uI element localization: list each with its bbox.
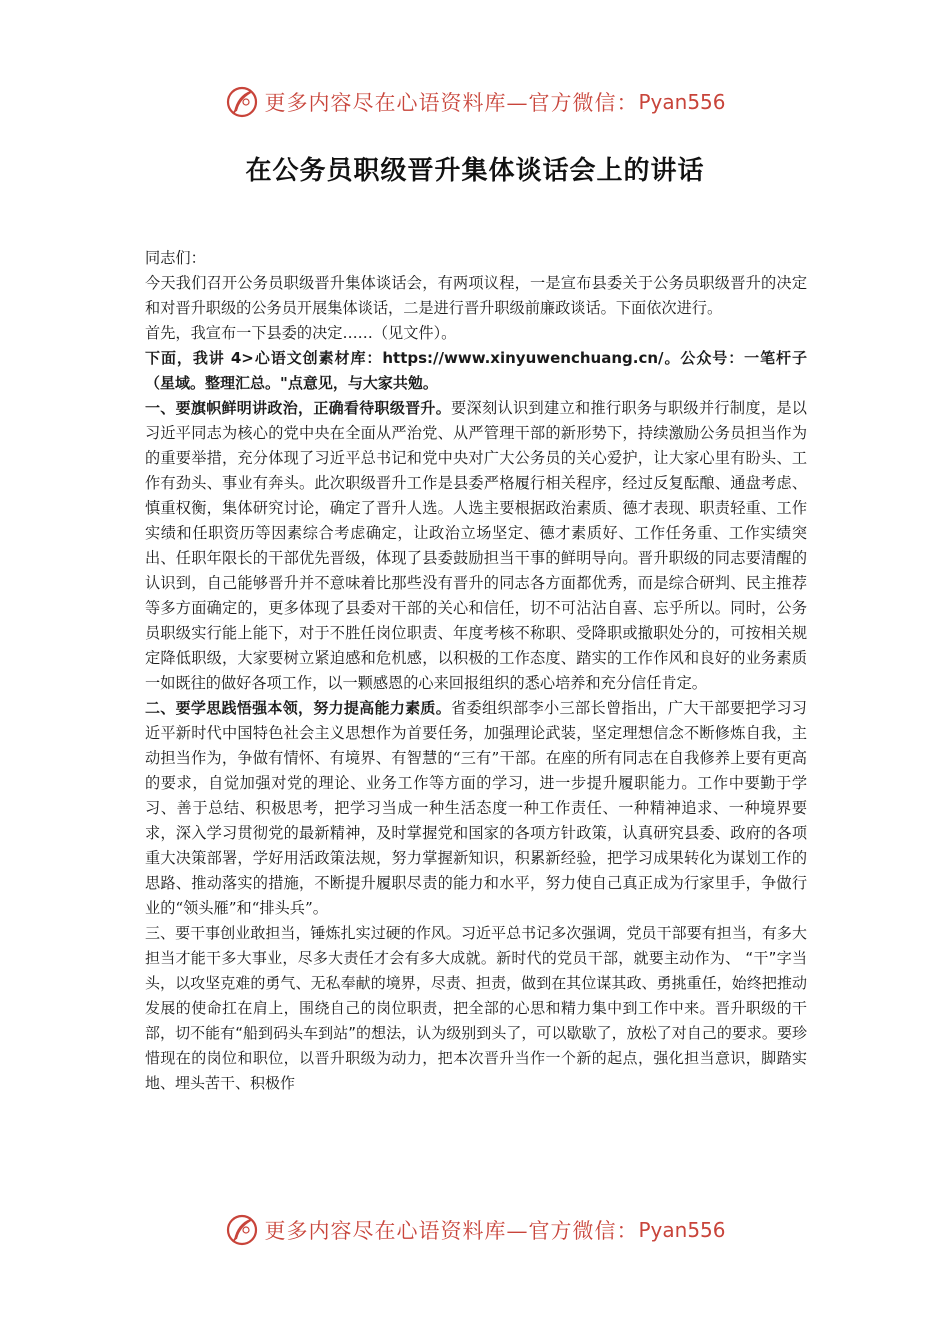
document-body — [145, 246, 807, 1096]
section-2 — [145, 696, 807, 921]
first-paragraph: 首先，我宣布一下县委的决定……（见文件）。 — [145, 324, 457, 342]
section-3-heading: 三、要干事创业敢担当，锤炼扎实过硬的作风。 — [145, 924, 461, 942]
banner-wechat-id: Pyan556 — [638, 90, 726, 114]
footer-banner — [0, 1210, 950, 1250]
document-title: 在公务员职级晋升集体谈话会上的讲话 — [245, 156, 705, 186]
feather-pen-logo-icon — [224, 1212, 260, 1248]
header-banner — [0, 82, 950, 122]
feather-pen-logo-icon — [224, 84, 260, 120]
banner-wechat-id: Pyan556 — [638, 1218, 726, 1242]
section-1-body: 要深刻认识到建立和推行职务与职级并行制度，是以习近平同志为核心的党中央在全面从严治党、从严管理干部的新形势下，持续激励公务员担当作为的重要举措，充分体现了习近平总书记和党中央对广大公务员的关心爱护，让大家心里有盼头、工作有劲头、事业有奔头。此次职级晋升工作是县委严格履行相关程序，经过反复酝酿、通盘考虑、慎重权衡，集体研究讨论，确定了晋升人选。人选主要根据政治素质、德才表现、职责轻重、工作实绩和任职资历等因素综合考虑确定，让政治立场坚定、德才素质好、工作任务重、工作实绩突出、任职年限长的干部优先晋级，体现了县委鼓励担当干事的鲜明导向。晋升职级的同志要清醒的认识到，自己能够晋升并不意味着比那些没有晋升的同志各方面都优秀，而是综合研判、民主推荐等多方面确定的，更多体现了县委对干部的关心和信任，切不可沾沾自喜、忘乎所以。同时，公务员职级实行能上能下，对于不胜任岗位职责、年度考核不称职、受降职或撤职处分的，可按相关规定降低职级，大家要树立紧迫感和危机感，以积极的工作态度、踏实的工作作风和良好的业务素质一如既往的做好各项工作，以一颗感恩的心来回报组织的悉心培养和充分信任肯定。 — [145, 399, 807, 692]
banner-text: 更多内容尽在心语资料库—官方微信： — [264, 91, 639, 115]
section-1 — [145, 396, 807, 696]
intro-paragraph: 今天我们召开公务员职级晋升集体谈话会，有两项议程，一是宣布县委关于公务员职级晋升的决定和对晋升职级的公务员开展集体谈话，二是进行晋升职级前廉政谈话。下面依次进行。 — [145, 274, 807, 317]
salutation: 同志们： — [145, 249, 206, 267]
section-3-body: 习近平总书记多次强调，党员干部要有担当，有多大担当才能干多大事业，尽多大责任才会有多大成就。新时代的党员干部，就要主动作为、 “干”字当头，以攻坚克难的勇气、无私奉献的境界，尽责、担责，做到在其位谋其政、勇挑重任，始终把推动发展的使命扛在肩上，围绕自己的岗位职责，把全部的心思和精力集中到工作中来。晋升职级的干部，切不能有“船到码头车到站”的想法，认为级别到头了，可以歇歇了，放松了对自己的要求。要珍惜现在的岗位和职位，以晋升职级为动力，把本次晋升当作一个新的起点，强化担当意识，脚踏实地、埋头苦干、积极作 — [145, 924, 807, 1092]
section-3 — [145, 921, 807, 1096]
section-2-body: 省委组织部李小三部长曾指出，广大干部要把学习习近平新时代中国特色社会主义思想作为首要任务，加强理论武装，坚定理想信念不断修炼自我，主动担当作为，争做有情怀、有境界、有智慧的“三有”干部。在座的所有同志在自我修养上要有更高的要求，自觉加强对党的理论、业务工作等方面的学习，进一步提升履职能力。工作中要勤于学习、善于总结、积极思考，把学习当成一种生活态度一种工作责任、一种精神追求、一种境界要求，深入学习贯彻党的最新精神，及时掌握党和国家的各项方针政策，认真研究县委、政府的各项重大决策部署，学好用活政策法规，努力掌握新知识，积累新经验，把学习成果转化为谋划工作的思路、推动落实的措施，不断提升履职尽责的能力和水平，努力使自己真正成为行家里手，争做行业的“领头雁”和“排头兵”。 — [145, 699, 807, 917]
section-1-heading: 一、要旗帜鲜明讲政治，正确看待职级晋升。 — [145, 399, 452, 417]
watermark-paragraph: 下面，我讲 4>心语文创素材库：https://www.xinyuwenchuang.cn/。公众号：一笔杆子（星域。整理汇总。"点意见，与大家共勉。 — [145, 349, 807, 392]
banner-text: 更多内容尽在心语资料库—官方微信： — [264, 1219, 639, 1243]
section-2-heading: 二、要学思践悟强本领，努力提高能力素质。 — [145, 699, 452, 717]
